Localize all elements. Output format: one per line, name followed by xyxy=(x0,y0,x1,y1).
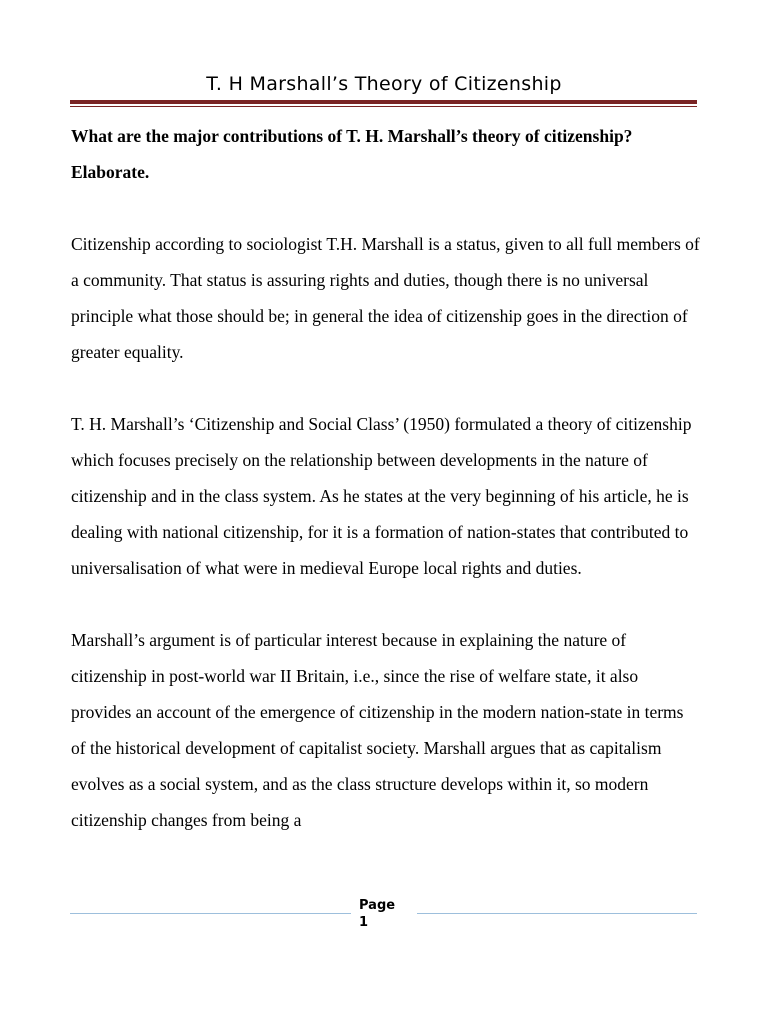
paragraph-1: Citizenship according to sociologist T.H. Marshall is a status, given to all full members of a community. That status is assuring rights and duties, though there is no universal principle what those should be; in general the idea of citizenship goes in the direction of greater equality. xyxy=(71,234,700,362)
paragraph-3: Marshall’s argument is of particular interest because in explaining the nature of citizenship in post-world war II Britain, i.e., since the rise of welfare state, it also provides an account of the emergence of citizenship in the modern nation-state in terms of the historical development of capitalist society. Marshall argues that as capitalism evolves as a social system, and as the class structure develops within it, so modern citizenship changes from being a xyxy=(71,630,684,830)
page-number: 1 xyxy=(359,915,369,930)
paragraph-2: T. H. Marshall’s ‘Citizenship and Social Class’ (1950) formulated a theory of citizenship which focuses precisely on the relationship between developments in the nature of citizenship and in the class system. As he states at the very beginning of his article, he is dealing with national citizenship, for it is a formation of nation-states that contributed to universalisation of what were in medieval Europe local rights and duties. xyxy=(71,414,692,578)
page-label: Page xyxy=(359,898,396,913)
page-header-title: T. H Marshall’s Theory of Citizenship xyxy=(206,73,562,95)
header-divider-thin xyxy=(70,106,697,107)
header-divider-thick xyxy=(70,100,697,104)
page-number-label xyxy=(350,897,418,931)
footer-divider-left xyxy=(70,913,351,914)
footer-divider-right xyxy=(417,913,697,914)
document-body xyxy=(71,118,701,874)
question-heading: What are the major contributions of T. H. Marshall’s theory of citizenship? Elaborate. xyxy=(71,126,633,182)
